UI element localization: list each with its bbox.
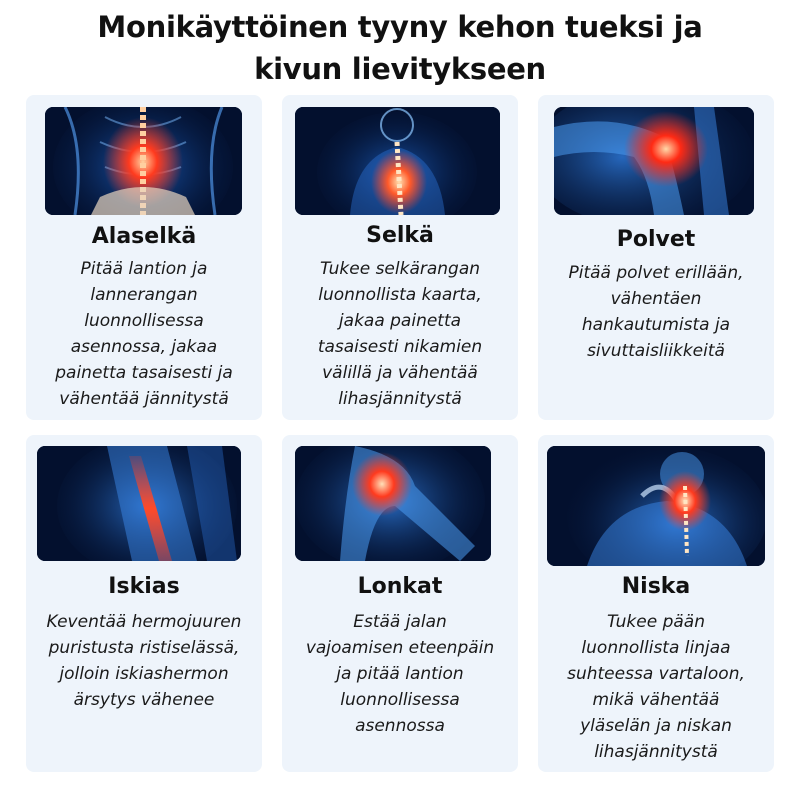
card-neck [538,435,774,772]
description-line: luonnollista kaarta, [318,285,482,305]
card-heading: Lonkat [357,574,443,599]
neck-pain-image [547,446,765,566]
title-line-1: Monikäyttöinen tyyny kehon tueksi ja [97,10,703,44]
description-line: mikä vähentää [592,690,720,710]
card-description [538,260,774,364]
description-line: vähentäen [610,289,702,309]
lower-back-pain-image [45,107,242,215]
description-line: Tukee pään [606,612,705,632]
description-line: luonnollisessa [84,311,204,331]
card-description [538,609,774,765]
description-line: yläselän ja niskan [580,716,732,736]
description-line: painetta tasaisesti ja [55,363,233,383]
sciatica-pain-image [37,446,241,561]
description-line: vajoamisen eteenpäin [305,638,495,658]
description-line: Pitää lantion ja [80,259,208,279]
card-description [282,256,518,412]
description-line: välillä ja vähentää [322,363,478,383]
hip-pain-image [295,446,491,561]
card-lower-back [26,95,262,420]
card-description [26,609,262,713]
description-line: lihasjännitystä [338,389,462,409]
description-line: hankautumista ja [581,315,731,335]
description-line: vähentää jännitystä [59,389,229,409]
description-line: Tukee selkärangan [319,259,481,279]
description-line: Pitää polvet erillään, [568,263,744,283]
description-line: jakaa painetta [338,311,462,331]
description-line: Keventää hermojuuren [46,612,242,632]
description-line: puristusta ristiselässä, [48,638,240,658]
description-line: luonnollista linjaa [581,638,731,658]
description-line: luonnollisessa [340,690,460,710]
page-title [0,6,800,90]
description-line: jolloin iskiashermon [59,664,229,684]
card-heading: Selkä [366,223,434,248]
description-line: lihasjännitystä [594,742,718,762]
title-line-2: kivun lievitykseen [254,52,546,86]
card-heading: Alaselkä [91,224,197,249]
card-sciatica [26,435,262,772]
description-line: asennossa [355,716,445,736]
card-knees [538,95,774,420]
description-line: asennossa, jakaa [70,337,218,357]
description-line: ja pitää lantion [336,664,464,684]
card-hips [282,435,518,772]
card-back [282,95,518,420]
card-heading: Niska [621,574,691,599]
card-description [26,256,262,412]
card-description [282,609,518,739]
description-line: Estää jalan [353,612,447,632]
spine-pain-image [295,107,500,215]
knee-pain-image [554,107,754,215]
description-line: sivuttaisliikkeitä [587,341,725,361]
description-line: lannerangan [90,285,198,305]
card-heading: Iskias [108,574,180,599]
description-line: suhteessa vartaloon, [567,664,745,684]
description-line: ärsytys vähenee [73,690,215,710]
description-line: tasaisesti nikamien [317,337,483,357]
card-heading: Polvet [616,227,696,252]
